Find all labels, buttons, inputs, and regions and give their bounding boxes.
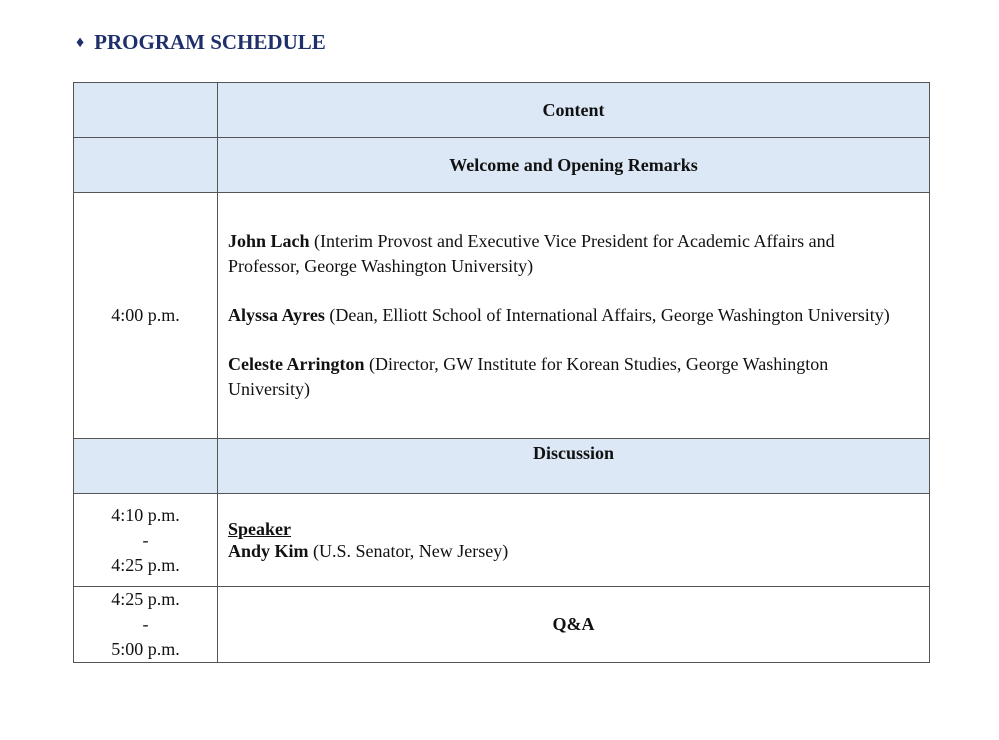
opening-remarks-row (74, 193, 930, 439)
speaker-entry (228, 352, 905, 402)
speaker-entry (228, 229, 905, 279)
welcome-section-title: Welcome and Opening Remarks (218, 138, 930, 193)
diamond-bullet-icon: ♦ (76, 34, 85, 51)
speaker-label: Speaker (228, 519, 291, 539)
discussion-section-row (74, 439, 930, 494)
opening-time: 4:00 p.m. (74, 193, 218, 439)
speaker-name: Andy Kim (228, 541, 309, 561)
header-content-cell: Content (218, 83, 930, 138)
time-separator: - (142, 614, 149, 634)
speaker-name: Celeste Arrington (228, 354, 365, 374)
opening-speakers-cell (218, 193, 930, 439)
welcome-section-row (74, 138, 930, 193)
time-end: 5:00 p.m. (111, 639, 180, 659)
qa-session-time (74, 587, 218, 663)
qa-session-row (74, 587, 930, 663)
page-title (76, 30, 326, 55)
speaker-affiliation: (Interim Provost and Executive Vice President for Academic Affairs and Professor, George Washington University) (228, 231, 835, 276)
page-title-text: PROGRAM SCHEDULE (94, 30, 326, 54)
speaker-session-row (74, 494, 930, 587)
discussion-section-title: Discussion (218, 439, 930, 494)
speaker-affiliation: (Director, GW Institute for Korean Studies, George Washington University) (228, 354, 829, 399)
header-time-cell (74, 83, 218, 138)
qa-session-title: Q&A (218, 587, 930, 663)
speaker-affiliation: (Dean, Elliott School of International Affairs, George Washington University) (324, 305, 890, 325)
welcome-time-cell (74, 138, 218, 193)
speaker-session-time (74, 494, 218, 587)
time-start: 4:25 p.m. (111, 589, 180, 609)
schedule-table (73, 82, 930, 663)
speaker-name: Alyssa Ayres (228, 305, 325, 325)
speaker-affiliation: (U.S. Senator, New Jersey) (308, 541, 509, 561)
speaker-session-cell (218, 494, 930, 587)
table-header-row (74, 83, 930, 138)
speaker-entry (228, 303, 905, 328)
time-separator: - (142, 529, 149, 550)
time-end: 4:25 p.m. (111, 554, 180, 575)
speaker-name: John Lach (228, 231, 310, 251)
discussion-time-cell (74, 439, 218, 494)
time-start: 4:10 p.m. (111, 504, 180, 525)
